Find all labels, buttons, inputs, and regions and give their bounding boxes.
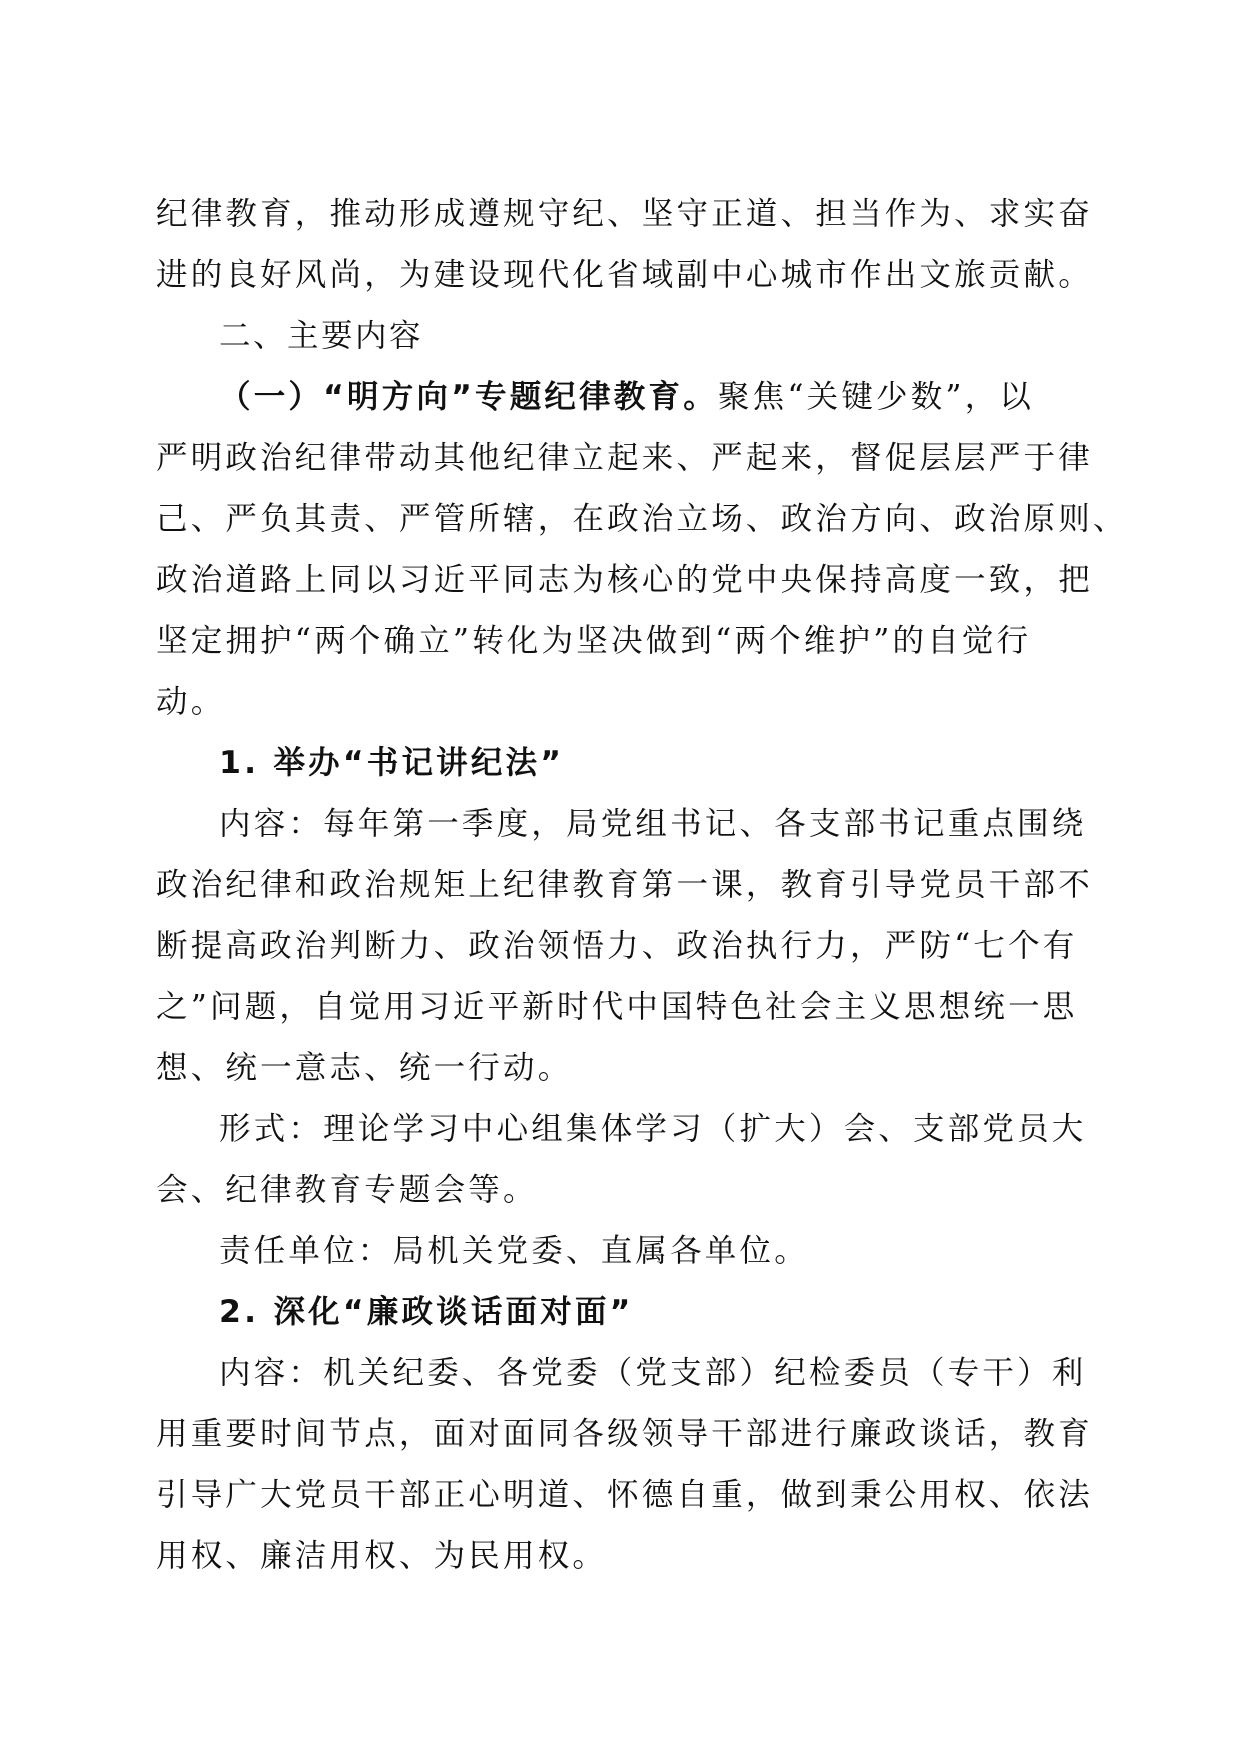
paragraph-line: 政治道路上同以习近平同志为核心的党中央保持高度一致，把 (156, 562, 1093, 598)
paragraph-line: 内容：每年第一季度，局党组书记、各支部书记重点围绕 (219, 806, 1087, 842)
paragraph-line: 断提高政治判断力、政治领悟力、政治执行力，严防“七个有 (156, 928, 1078, 964)
paragraph-line: 动。 (156, 684, 226, 720)
item-heading: 2. 深化“廉政谈话面对面” (219, 1294, 634, 1330)
paragraph-line: 引导广大党员干部正心明道、怀德自重，做到秉公用权、依法 (156, 1477, 1093, 1513)
section-heading: 二、主要内容 (219, 318, 424, 354)
item-heading: 1. 举办“书记讲纪法” (219, 745, 565, 781)
paragraph-line: 会、纪律教育专题会等。 (156, 1172, 538, 1208)
subsection-heading-line (156, 367, 1066, 428)
paragraph-line: 坚定拥护“两个确立”转化为坚决做到“两个维护”的自觉行 (156, 623, 1032, 659)
paragraph-line: 进的良好风尚，为建设现代化省域副中心城市作出文旅贡献。 (156, 257, 1093, 293)
paragraph-line: 政治纪律和政治规矩上纪律教育第一课，教育引导党员干部不 (156, 867, 1093, 903)
paragraph-line: 用重要时间节点，面对面同各级领导干部进行廉政谈话，教育 (156, 1416, 1093, 1452)
subsection-text: 聚焦“关键少数”，以 (717, 379, 1035, 415)
paragraph-line: 想、统一意志、统一行动。 (156, 1050, 573, 1086)
paragraph-line: 己、严负其责、严管所辖，在政治立场、政治方向、政治原则、 (156, 501, 1128, 537)
paragraph-line: 用权、廉洁用权、为民用权。 (156, 1538, 608, 1574)
paragraph-line: 内容：机关纪委、各党委（党支部）纪检委员（专干）利 (219, 1355, 1087, 1391)
document-body (156, 184, 1128, 1587)
paragraph-line: 形式：理论学习中心组集体学习（扩大）会、支部党员大 (219, 1111, 1087, 1147)
paragraph-line: 纪律教育，推动形成遵规守纪、坚守正道、担当作为、求实奋 (156, 196, 1093, 232)
subsection-title: （一）“明方向”专题纪律教育。 (219, 379, 718, 415)
paragraph-line: 责任单位：局机关党委、直属各单位。 (219, 1233, 809, 1269)
paragraph-line: 严明政治纪律带动其他纪律立起来、严起来，督促层层严于律 (156, 440, 1093, 476)
paragraph-line: 之”问题，自觉用习近平新时代中国特色社会主义思想统一思 (156, 989, 1078, 1025)
